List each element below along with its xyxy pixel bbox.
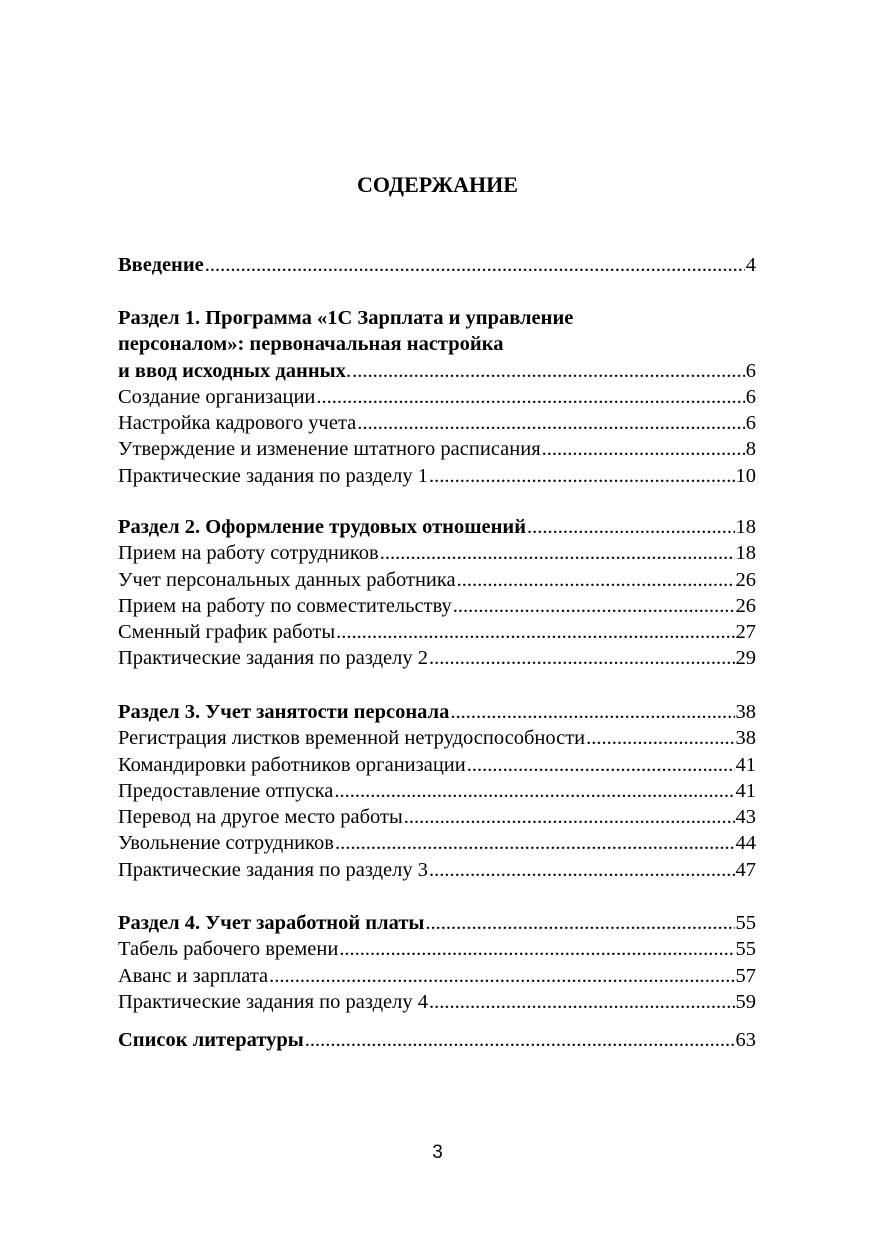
toc-entry-label: Аванс и зарплата — [118, 964, 269, 987]
toc-entry[interactable] — [118, 752, 756, 778]
toc-entry-page: 55 — [735, 938, 756, 961]
toc-entry-label: Утверждение и изменение штатного расписания — [118, 438, 541, 461]
toc-entry-page: 57 — [735, 964, 756, 987]
toc-entry-label: Создание организации — [118, 385, 316, 408]
toc-entry-page: 41 — [735, 753, 756, 776]
page-number: 3 — [432, 1142, 443, 1163]
toc-entry-label: Практические задания по разделу 3 — [118, 858, 428, 881]
toc-entry-page: 55 — [735, 912, 756, 934]
toc-entry-label: Прием на работу по совместительству — [118, 594, 452, 617]
toc-entry-page: 43 — [735, 806, 756, 829]
toc-entry-page: 18 — [735, 516, 756, 538]
toc-entry-label: Список литературы — [118, 1029, 304, 1051]
toc-entry-label: Сменный график работы — [118, 621, 336, 644]
toc-entry-label: Практические задания по разделу 4 — [118, 990, 428, 1013]
toc-entry-label: Табель рабочего времени — [118, 938, 339, 961]
toc-entry[interactable] — [118, 619, 756, 645]
toc-intro — [118, 252, 756, 278]
toc-entry[interactable] — [118, 830, 756, 856]
toc-entry-label: Практические задания по разделу 1 — [118, 464, 428, 487]
toc-entry[interactable] — [118, 540, 756, 566]
section-heading-line: Раздел 1. Программа «1С Зарплата и управление — [118, 307, 574, 329]
toc-entry-label: Предоставление отпуска — [118, 779, 334, 802]
toc-entry-page: 59 — [735, 990, 756, 1013]
toc-entry-page: 38 — [735, 727, 756, 750]
toc-entry[interactable] — [118, 514, 756, 540]
toc-section-4 — [118, 910, 756, 1015]
toc-entry-label: и ввод исходных данных. — [118, 359, 352, 382]
toc-entry[interactable] — [118, 436, 756, 462]
toc-entry-page: 47 — [735, 858, 756, 881]
toc-entry[interactable] — [118, 936, 756, 962]
toc-entry-page: 27 — [735, 621, 756, 644]
toc-entry-page: 26 — [735, 594, 756, 617]
toc-entry[interactable] — [118, 593, 756, 619]
toc-entry[interactable] — [118, 358, 756, 384]
toc-entry[interactable] — [118, 384, 756, 410]
toc-entry[interactable] — [118, 804, 756, 830]
toc-entry-page: 18 — [735, 542, 756, 565]
toc-entry[interactable] — [118, 989, 756, 1015]
toc-entry-label: Командировки работников организации — [118, 753, 466, 776]
toc-entry-label: Регистрация листков временной нетрудоспособности — [118, 727, 586, 750]
toc-entry-label: Настройка кадрового учета — [118, 412, 357, 435]
toc-entry-page: 10 — [735, 464, 756, 487]
toc-entry[interactable] — [118, 699, 756, 725]
toc-entry-label: Практические задания по разделу 2 — [118, 647, 428, 670]
toc-entry-page: 26 — [735, 568, 756, 591]
toc-entry-page: 44 — [735, 832, 756, 855]
section-heading-line: персоналом»: первоначальная настройка — [118, 333, 504, 356]
toc-entry[interactable] — [118, 857, 756, 883]
toc-entry-label: Прием на работу сотрудников — [118, 542, 379, 565]
toc-section-3 — [118, 699, 756, 883]
toc-entry-page: 8 — [745, 438, 756, 461]
toc-entry-label: Введение — [118, 254, 204, 276]
toc-entry[interactable] — [118, 725, 756, 751]
toc-entry-page: 63 — [735, 1029, 756, 1051]
toc-entry[interactable] — [118, 567, 756, 593]
toc-entry[interactable] — [118, 910, 756, 936]
toc-references — [118, 1027, 756, 1053]
toc-entry-label: Увольнение сотрудников — [118, 832, 334, 855]
page-title: СОДЕРЖАНИЕ — [357, 172, 518, 197]
toc-entry-label: Раздел 3. Учет занятости персонала — [118, 701, 450, 723]
toc-entry-page: 41 — [735, 779, 756, 802]
toc-entry-label: Учет персональных данных работника — [118, 568, 456, 591]
toc-entry-page: 4 — [745, 254, 756, 276]
toc-entry-label: Раздел 4. Учет заработной платы — [118, 912, 425, 934]
toc-entry-label: Перевод на другое место работы — [118, 806, 403, 829]
toc-entry-page: 6 — [745, 412, 756, 435]
toc-entry[interactable] — [118, 463, 756, 489]
toc-entry[interactable] — [118, 410, 756, 436]
toc-entry[interactable] — [118, 778, 756, 804]
toc-entry-page: 38 — [735, 701, 756, 723]
toc-section-2 — [118, 514, 756, 672]
toc-entry[interactable] — [118, 963, 756, 989]
toc-entry-page: 6 — [745, 359, 756, 382]
toc-entry-page: 6 — [745, 385, 756, 408]
toc-entry[interactable] — [118, 1027, 756, 1053]
toc-section-1 — [118, 305, 756, 489]
toc-entry[interactable] — [118, 645, 756, 671]
toc-entry-page: 29 — [735, 647, 756, 670]
toc-entry[interactable] — [118, 252, 756, 278]
toc-entry-label: Раздел 2. Оформление трудовых отношений — [118, 516, 527, 538]
